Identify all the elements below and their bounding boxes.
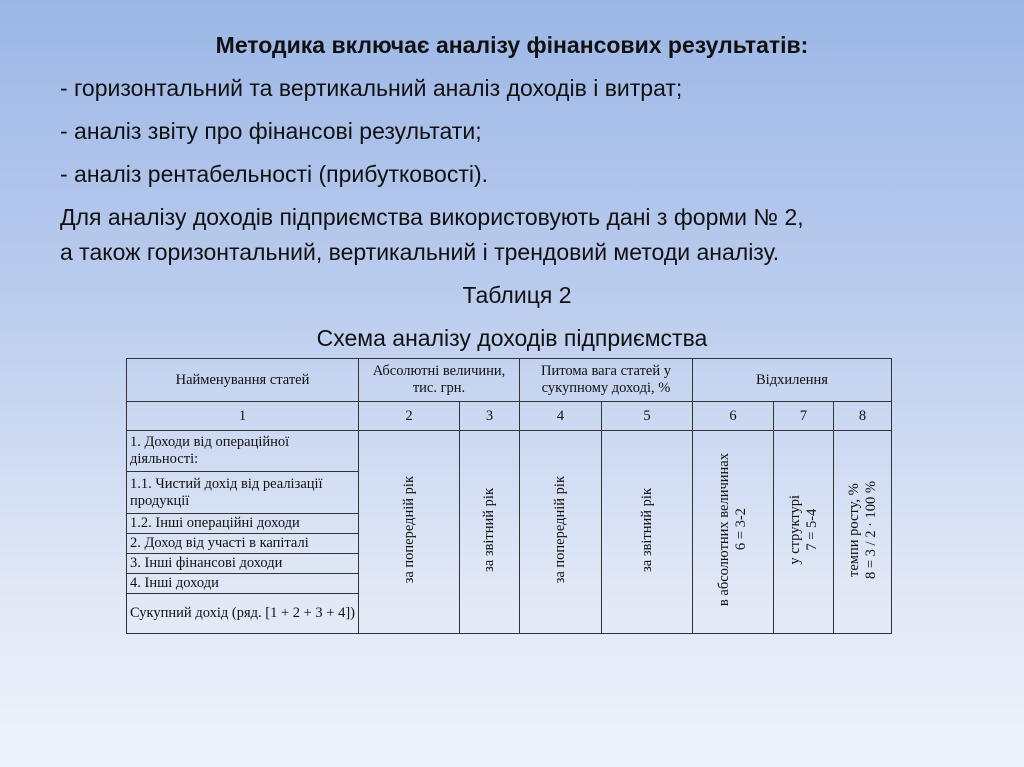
vertical-label: за звітний рік — [481, 487, 497, 572]
table-row: 3. Інші фінансові доходи — [127, 554, 359, 574]
bullet-2: - аналіз звіту про фінансові результати; — [60, 118, 482, 144]
col-number: 5 — [602, 402, 693, 431]
table-label: Таблиця 2 — [462, 282, 572, 308]
header-deviation: Відхилення — [693, 359, 892, 402]
table-row: 4. Інші доходи — [127, 574, 359, 594]
vertical-label: за попередній рік — [400, 475, 417, 584]
vertical-label: в абсолютних величинах — [716, 452, 732, 607]
paragraph-line-2: а також горизонтальний, вертикальний і трендовий методи аналізу. — [60, 239, 780, 265]
table-row: 2. Доход від участі в капіталі — [127, 534, 359, 554]
header-absolute-values: Абсолютні величини, тис. грн. — [359, 359, 520, 402]
header-share: Питома вага статей у сукупному доході, % — [520, 359, 693, 402]
table-row: 1.1. Чистий дохід від реалізації продукції — [127, 472, 359, 514]
vertical-label: за звітний рік — [638, 487, 655, 572]
vertical-label: темпи росту, % — [845, 482, 862, 577]
col-number: 4 — [520, 402, 602, 431]
table-row: Сукупний дохід (ряд. [1 + 2 + 3 + 4]) — [127, 594, 359, 634]
vertical-formula: 7 = 5-4 — [803, 508, 820, 551]
vertical-label: у структурі — [786, 494, 803, 565]
paragraph-line-1: Для аналізу доходів підприємства використовують дані з форми № 2, — [60, 204, 804, 230]
col-number: 8 — [834, 402, 892, 431]
vertical-formula: 8 = 3 / 2 · 100 % — [862, 480, 879, 579]
bullet-1: - горизонтальний та вертикальний аналіз доходів і витрат; — [60, 75, 683, 101]
col-number: 2 — [359, 402, 460, 431]
slide-title: Методика включає аналізу фінансових результатів: — [215, 32, 809, 58]
income-analysis-table — [126, 358, 892, 634]
col-number: 7 — [774, 402, 834, 431]
table-title: Схема аналізу доходів підприємства — [316, 325, 708, 351]
header-item-names: Найменування статей — [127, 359, 359, 402]
vertical-label: за попередній рік — [552, 475, 568, 584]
table-row: 1.2. Інші операційні доходи — [127, 514, 359, 534]
col-number: 3 — [460, 402, 520, 431]
bullet-3: - аналіз рентабельності (прибутковості). — [60, 161, 489, 187]
col-number: 1 — [127, 402, 359, 431]
col-number: 6 — [693, 402, 774, 431]
table-row: 1. Доходи від операційної діяльності: — [127, 431, 359, 472]
vertical-formula: 6 = 3-2 — [733, 508, 749, 551]
